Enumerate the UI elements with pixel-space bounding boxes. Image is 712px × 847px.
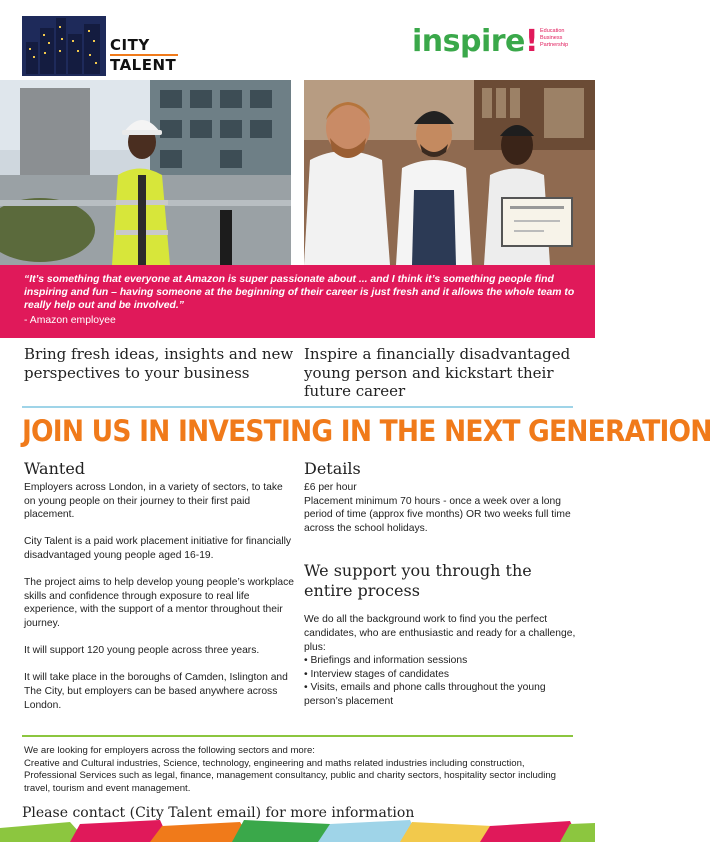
sectors-list: Creative and Cultural industries, Science, technology, engineering and maths related industries including construction, Professional Services such as legal, finance, management consultancy, public and charity sectors, hospitality sector including travel, tourism and event management.: [24, 757, 557, 794]
details-section: [304, 458, 578, 709]
support-heading: We support you through the entire process: [304, 561, 532, 601]
wanted-paragraph: The project aims to help develop young people’s workplace skills and confidence through exposure to real life experience, with the support of a mentor throughout their journey.: [24, 577, 294, 629]
details-heading: Details: [304, 459, 361, 478]
logo-talent-text: TALENT: [110, 56, 177, 74]
sectors-intro: We are looking for employers across the following sectors and more:: [24, 745, 315, 756]
list-item: • Interview stages of candidates: [304, 668, 449, 680]
contact-line: Please contact (City Talent email) for more information: [22, 805, 415, 821]
inspire-wordmark: inspire!: [412, 24, 539, 59]
list-item: • Briefings and information sessions: [304, 655, 468, 667]
list-item: • Visits, emails and phone calls throughout the young person’s placement: [304, 682, 546, 707]
headline-banner: JOIN US IN INVESTING IN THE NEXT GENERATION: [22, 414, 712, 449]
city-skyline-icon: [22, 16, 106, 76]
wanted-paragraph: It will support 120 young people across three years.: [24, 645, 260, 657]
divider-bottom: [22, 735, 573, 737]
city-talent-logo: [22, 16, 180, 76]
header: [0, 0, 595, 80]
wanted-section: [24, 458, 294, 726]
inspire-logo: [412, 24, 582, 64]
quote-attribution: - Amazon employee: [24, 314, 116, 326]
photo-construction-worker: [0, 80, 291, 265]
details-pay: £6 per hour: [304, 482, 357, 493]
sectors-section: [24, 745, 580, 795]
lead-statement-young-person: Inspire a financially disadvantaged young person and kickstart their future career: [304, 345, 571, 400]
wanted-paragraph: Employers across London, in a variety of sectors, to take on young people on their journey to their first paid placement.: [24, 482, 283, 521]
details-placement: Placement minimum 70 hours - once a week over a long period of time (approx five months) OR two weeks full time across the school holidays.: [304, 495, 571, 534]
support-list: [304, 654, 578, 708]
testimonial-quote: [0, 265, 595, 338]
quote-text: “It’s something that everyone at Amazon is super passionate about ... and I think it’s something people find inspiring and fun – having someone at the beginning of their career is just fresh and it allows the whole team to really help out and be involved.”: [24, 274, 575, 312]
support-intro: We do all the background work to find you the perfect candidates, who are enthusiastic and ready for a challenge, plus:: [304, 614, 576, 653]
logo-city-text: CITY: [110, 36, 150, 54]
decorative-color-stripe: [0, 818, 595, 842]
wanted-heading: Wanted: [24, 459, 86, 478]
inspire-tagline: Education Business Partnership: [540, 28, 569, 48]
wanted-paragraph: City Talent is a paid work placement initiative for financially disadvantaged young people aged 16-19.: [24, 536, 292, 561]
wanted-paragraph: It will take place in the boroughs of Camden, Islington and The City, but employers can be based anywhere across London.: [24, 672, 288, 711]
lead-statement-business: Bring fresh ideas, insights and new perspectives to your business: [24, 345, 294, 382]
divider-top: [22, 406, 573, 408]
photo-chefs: [304, 80, 595, 265]
